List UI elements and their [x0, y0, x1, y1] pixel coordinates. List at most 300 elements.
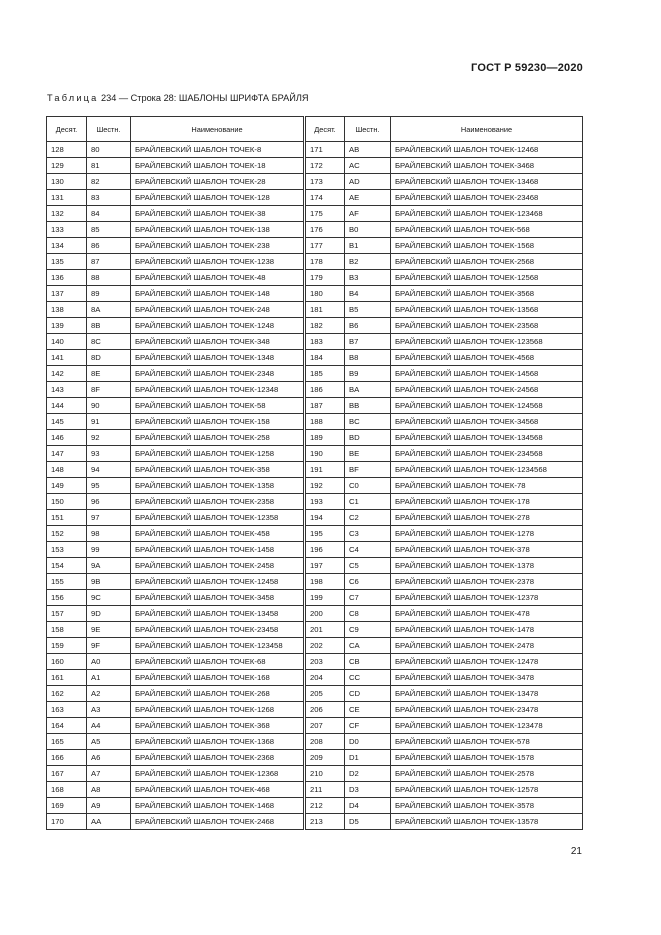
table-caption-text: 234 — Строка 28: ШАБЛОНЫ ШРИФТА БРАЙЛЯ [101, 93, 309, 103]
table-cell: 170 [47, 814, 87, 830]
table-cell: 159 [47, 638, 87, 654]
table-cell: БРАЙЛЕВСКИЙ ШАБЛОН ТОЧЕК-3578 [391, 798, 583, 814]
table-cell: БРАЙЛЕВСКИЙ ШАБЛОН ТОЧЕК-1258 [131, 446, 305, 462]
column-header: Десят. [47, 117, 87, 142]
table-cell: БРАЙЛЕВСКИЙ ШАБЛОН ТОЧЕК-2368 [131, 750, 305, 766]
table-cell: 164 [47, 718, 87, 734]
table-cell: БРАЙЛЕВСКИЙ ШАБЛОН ТОЧЕК-1578 [391, 750, 583, 766]
table-cell: D2 [345, 766, 391, 782]
table-cell: БРАЙЛЕВСКИЙ ШАБЛОН ТОЧЕК-13458 [131, 606, 305, 622]
table-cell: 8D [87, 350, 131, 366]
table-cell: 209 [305, 750, 345, 766]
table-cell: B2 [345, 254, 391, 270]
table-row [47, 510, 583, 526]
table-cell: C8 [345, 606, 391, 622]
table-cell: 160 [47, 654, 87, 670]
table-row [47, 478, 583, 494]
table-cell: БРАЙЛЕВСКИЙ ШАБЛОН ТОЧЕК-2458 [131, 558, 305, 574]
table-cell: БРАЙЛЕВСКИЙ ШАБЛОН ТОЧЕК-2358 [131, 494, 305, 510]
table-cell: БРАЙЛЕВСКИЙ ШАБЛОН ТОЧЕК-23478 [391, 702, 583, 718]
table-cell: БРАЙЛЕВСКИЙ ШАБЛОН ТОЧЕК-3468 [391, 158, 583, 174]
table-cell: 203 [305, 654, 345, 670]
table-cell: БРАЙЛЕВСКИЙ ШАБЛОН ТОЧЕК-38 [131, 206, 305, 222]
table-cell: 180 [305, 286, 345, 302]
table-cell: 155 [47, 574, 87, 590]
table-cell: C2 [345, 510, 391, 526]
table-cell: БРАЙЛЕВСКИЙ ШАБЛОН ТОЧЕК-138 [131, 222, 305, 238]
table-cell: AF [345, 206, 391, 222]
table-cell: 133 [47, 222, 87, 238]
table-cell: C0 [345, 478, 391, 494]
table-cell: A4 [87, 718, 131, 734]
table-cell: 81 [87, 158, 131, 174]
table-cell: БРАЙЛЕВСКИЙ ШАБЛОН ТОЧЕК-23568 [391, 318, 583, 334]
table-cell: 190 [305, 446, 345, 462]
table-cell: 185 [305, 366, 345, 382]
table-row [47, 590, 583, 606]
table-cell: 97 [87, 510, 131, 526]
table-cell: БРАЙЛЕВСКИЙ ШАБЛОН ТОЧЕК-368 [131, 718, 305, 734]
table-cell: БРАЙЛЕВСКИЙ ШАБЛОН ТОЧЕК-2478 [391, 638, 583, 654]
table-cell: A8 [87, 782, 131, 798]
table-row [47, 734, 583, 750]
table-cell: 146 [47, 430, 87, 446]
table-cell: 161 [47, 670, 87, 686]
table-cell: 9F [87, 638, 131, 654]
table-cell: 8C [87, 334, 131, 350]
table-cell: 83 [87, 190, 131, 206]
table-cell: 167 [47, 766, 87, 782]
table-cell: БРАЙЛЕВСКИЙ ШАБЛОН ТОЧЕК-3568 [391, 286, 583, 302]
table-cell: A6 [87, 750, 131, 766]
table-cell: БРАЙЛЕВСКИЙ ШАБЛОН ТОЧЕК-8 [131, 142, 305, 158]
table-row [47, 174, 583, 190]
table-cell: A5 [87, 734, 131, 750]
table-cell: 86 [87, 238, 131, 254]
table-cell: 85 [87, 222, 131, 238]
table-cell: 179 [305, 270, 345, 286]
table-cell: A3 [87, 702, 131, 718]
table-cell: 141 [47, 350, 87, 366]
table-cell: 91 [87, 414, 131, 430]
table-cell: БРАЙЛЕВСКИЙ ШАБЛОН ТОЧЕК-12478 [391, 654, 583, 670]
table-cell: БРАЙЛЕВСКИЙ ШАБЛОН ТОЧЕК-134568 [391, 430, 583, 446]
table-cell: 213 [305, 814, 345, 830]
table-cell: БРАЙЛЕВСКИЙ ШАБЛОН ТОЧЕК-2378 [391, 574, 583, 590]
table-cell: БРАЙЛЕВСКИЙ ШАБЛОН ТОЧЕК-14568 [391, 366, 583, 382]
table-cell: 177 [305, 238, 345, 254]
table-cell: 157 [47, 606, 87, 622]
table-cell: БРАЙЛЕВСКИЙ ШАБЛОН ТОЧЕК-12458 [131, 574, 305, 590]
table-cell: БРАЙЛЕВСКИЙ ШАБЛОН ТОЧЕК-158 [131, 414, 305, 430]
table-cell: 191 [305, 462, 345, 478]
table-cell: 188 [305, 414, 345, 430]
table-cell: 150 [47, 494, 87, 510]
table-cell: БРАЙЛЕВСКИЙ ШАБЛОН ТОЧЕК-13468 [391, 174, 583, 190]
table-row [47, 462, 583, 478]
table-row [47, 526, 583, 542]
table-row [47, 142, 583, 158]
table-cell: 136 [47, 270, 87, 286]
table-cell: БРАЙЛЕВСКИЙ ШАБЛОН ТОЧЕК-268 [131, 686, 305, 702]
table-cell: C7 [345, 590, 391, 606]
table-cell: БРАЙЛЕВСКИЙ ШАБЛОН ТОЧЕК-2468 [131, 814, 305, 830]
table-cell: 131 [47, 190, 87, 206]
table-cell: БРАЙЛЕВСКИЙ ШАБЛОН ТОЧЕК-68 [131, 654, 305, 670]
table-cell: БРАЙЛЕВСКИЙ ШАБЛОН ТОЧЕК-234568 [391, 446, 583, 462]
table-cell: БРАЙЛЕВСКИЙ ШАБЛОН ТОЧЕК-358 [131, 462, 305, 478]
table-cell: AC [345, 158, 391, 174]
table-cell: БРАЙЛЕВСКИЙ ШАБЛОН ТОЧЕК-124568 [391, 398, 583, 414]
table-row [47, 398, 583, 414]
table-cell: БРАЙЛЕВСКИЙ ШАБЛОН ТОЧЕК-123478 [391, 718, 583, 734]
table-row [47, 638, 583, 654]
table-cell: B5 [345, 302, 391, 318]
table-cell: B1 [345, 238, 391, 254]
table-cell: 8F [87, 382, 131, 398]
table-row [47, 766, 583, 782]
table-cell: 84 [87, 206, 131, 222]
table-cell: БРАЙЛЕВСКИЙ ШАБЛОН ТОЧЕК-34568 [391, 414, 583, 430]
table-cell: БРАЙЛЕВСКИЙ ШАБЛОН ТОЧЕК-458 [131, 526, 305, 542]
table-cell: БРАЙЛЕВСКИЙ ШАБЛОН ТОЧЕК-2578 [391, 766, 583, 782]
table-cell: B9 [345, 366, 391, 382]
table-cell: D3 [345, 782, 391, 798]
table-cell: 143 [47, 382, 87, 398]
table-cell: БРАЙЛЕВСКИЙ ШАБЛОН ТОЧЕК-1478 [391, 622, 583, 638]
table-row [47, 686, 583, 702]
table-cell: БРАЙЛЕВСКИЙ ШАБЛОН ТОЧЕК-178 [391, 494, 583, 510]
table-cell: 138 [47, 302, 87, 318]
table-row [47, 782, 583, 798]
table-cell: 184 [305, 350, 345, 366]
table-cell: 87 [87, 254, 131, 270]
table-cell: 9C [87, 590, 131, 606]
table-cell: 137 [47, 286, 87, 302]
table-cell: БРАЙЛЕВСКИЙ ШАБЛОН ТОЧЕК-1278 [391, 526, 583, 542]
table-cell: C9 [345, 622, 391, 638]
table-cell: AB [345, 142, 391, 158]
table-cell: 210 [305, 766, 345, 782]
table-cell: 130 [47, 174, 87, 190]
table-cell: 96 [87, 494, 131, 510]
table-cell: БРАЙЛЕВСКИЙ ШАБЛОН ТОЧЕК-3458 [131, 590, 305, 606]
table-cell: БРАЙЛЕВСКИЙ ШАБЛОН ТОЧЕК-12378 [391, 590, 583, 606]
table-cell: D1 [345, 750, 391, 766]
table-row [47, 446, 583, 462]
table-cell: 135 [47, 254, 87, 270]
table-cell: B4 [345, 286, 391, 302]
table-cell: БРАЙЛЕВСКИЙ ШАБЛОН ТОЧЕК-1568 [391, 238, 583, 254]
table-cell: БРАЙЛЕВСКИЙ ШАБЛОН ТОЧЕК-1238 [131, 254, 305, 270]
table-cell: 9B [87, 574, 131, 590]
table-cell: 8E [87, 366, 131, 382]
table-cell: БРАЙЛЕВСКИЙ ШАБЛОН ТОЧЕК-78 [391, 478, 583, 494]
table-cell: 197 [305, 558, 345, 574]
table-cell: БРАЙЛЕВСКИЙ ШАБЛОН ТОЧЕК-12368 [131, 766, 305, 782]
table-cell: БРАЙЛЕВСКИЙ ШАБЛОН ТОЧЕК-48 [131, 270, 305, 286]
table-cell: B3 [345, 270, 391, 286]
table-cell: 202 [305, 638, 345, 654]
table-cell: 192 [305, 478, 345, 494]
table-cell: 139 [47, 318, 87, 334]
table-cell: БРАЙЛЕВСКИЙ ШАБЛОН ТОЧЕК-238 [131, 238, 305, 254]
table-cell: 99 [87, 542, 131, 558]
table-cell: CA [345, 638, 391, 654]
table-cell: AA [87, 814, 131, 830]
table-cell: БРАЙЛЕВСКИЙ ШАБЛОН ТОЧЕК-123468 [391, 206, 583, 222]
table-cell: B6 [345, 318, 391, 334]
table-cell: 183 [305, 334, 345, 350]
table-cell: БРАЙЛЕВСКИЙ ШАБЛОН ТОЧЕК-478 [391, 606, 583, 622]
table-cell: 134 [47, 238, 87, 254]
table-cell: БРАЙЛЕВСКИЙ ШАБЛОН ТОЧЕК-1268 [131, 702, 305, 718]
table-cell: БРАЙЛЕВСКИЙ ШАБЛОН ТОЧЕК-468 [131, 782, 305, 798]
table-cell: БРАЙЛЕВСКИЙ ШАБЛОН ТОЧЕК-12348 [131, 382, 305, 398]
document-code: ГОСТ Р 59230—2020 [471, 62, 583, 74]
table-cell: D0 [345, 734, 391, 750]
table-cell: 158 [47, 622, 87, 638]
table-cell: БРАЙЛЕВСКИЙ ШАБЛОН ТОЧЕК-2348 [131, 366, 305, 382]
table-cell: BF [345, 462, 391, 478]
table-cell: 207 [305, 718, 345, 734]
table-cell: БРАЙЛЕВСКИЙ ШАБЛОН ТОЧЕК-378 [391, 542, 583, 558]
table-cell: БРАЙЛЕВСКИЙ ШАБЛОН ТОЧЕК-128 [131, 190, 305, 206]
column-header: Наименование [391, 117, 583, 142]
table-cell: 147 [47, 446, 87, 462]
table-row [47, 190, 583, 206]
table-cell: 9A [87, 558, 131, 574]
table-cell: 8A [87, 302, 131, 318]
table-cell: 128 [47, 142, 87, 158]
table-cell: 95 [87, 478, 131, 494]
table-row [47, 750, 583, 766]
column-header: Шестн. [345, 117, 391, 142]
table-cell: БРАЙЛЕВСКИЙ ШАБЛОН ТОЧЕК-4568 [391, 350, 583, 366]
table-row [47, 622, 583, 638]
table-cell: C6 [345, 574, 391, 590]
table-cell: B0 [345, 222, 391, 238]
table-cell: БРАЙЛЕВСКИЙ ШАБЛОН ТОЧЕК-13568 [391, 302, 583, 318]
table-cell: C4 [345, 542, 391, 558]
table-cell: 90 [87, 398, 131, 414]
table-cell: БРАЙЛЕВСКИЙ ШАБЛОН ТОЧЕК-2568 [391, 254, 583, 270]
table-cell: 182 [305, 318, 345, 334]
table-cell: BC [345, 414, 391, 430]
table-cell: БРАЙЛЕВСКИЙ ШАБЛОН ТОЧЕК-258 [131, 430, 305, 446]
table-cell: CE [345, 702, 391, 718]
table-cell: 140 [47, 334, 87, 350]
table-cell: 204 [305, 670, 345, 686]
table-cell: 145 [47, 414, 87, 430]
table-row [47, 382, 583, 398]
table-row [47, 430, 583, 446]
table-cell: 181 [305, 302, 345, 318]
table-cell: 168 [47, 782, 87, 798]
table-cell: 212 [305, 798, 345, 814]
table-cell: 92 [87, 430, 131, 446]
table-caption-label: Таблица [47, 93, 99, 103]
table-cell: 151 [47, 510, 87, 526]
table-cell: 200 [305, 606, 345, 622]
table-cell: CD [345, 686, 391, 702]
table-cell: 166 [47, 750, 87, 766]
table-cell: 206 [305, 702, 345, 718]
table-row [47, 270, 583, 286]
table-cell: 199 [305, 590, 345, 606]
table-row [47, 254, 583, 270]
table-row [47, 238, 583, 254]
table-row [47, 718, 583, 734]
table-cell: 194 [305, 510, 345, 526]
table-cell: БРАЙЛЕВСКИЙ ШАБЛОН ТОЧЕК-24568 [391, 382, 583, 398]
table-cell: 171 [305, 142, 345, 158]
table-cell: CC [345, 670, 391, 686]
table-cell: CB [345, 654, 391, 670]
table-cell: B7 [345, 334, 391, 350]
table-cell: 156 [47, 590, 87, 606]
table-cell: BB [345, 398, 391, 414]
column-header: Шестн. [87, 117, 131, 142]
table-cell: 93 [87, 446, 131, 462]
table-cell: 88 [87, 270, 131, 286]
table-cell: БРАЙЛЕВСКИЙ ШАБЛОН ТОЧЕК-28 [131, 174, 305, 190]
table-cell: 149 [47, 478, 87, 494]
table-row [47, 702, 583, 718]
table-cell: БРАЙЛЕВСКИЙ ШАБЛОН ТОЧЕК-348 [131, 334, 305, 350]
table-cell: БРАЙЛЕВСКИЙ ШАБЛОН ТОЧЕК-18 [131, 158, 305, 174]
table-cell: БРАЙЛЕВСКИЙ ШАБЛОН ТОЧЕК-1458 [131, 542, 305, 558]
table-row [47, 670, 583, 686]
table-row [47, 350, 583, 366]
table-cell: 205 [305, 686, 345, 702]
table-row [47, 366, 583, 382]
table-row [47, 302, 583, 318]
table-cell: БРАЙЛЕВСКИЙ ШАБЛОН ТОЧЕК-12568 [391, 270, 583, 286]
table-cell: 175 [305, 206, 345, 222]
table-cell: A0 [87, 654, 131, 670]
page-number: 21 [570, 846, 582, 857]
table-cell: A1 [87, 670, 131, 686]
table-cell: BD [345, 430, 391, 446]
table-row [47, 158, 583, 174]
table-row [47, 334, 583, 350]
table-cell: БРАЙЛЕВСКИЙ ШАБЛОН ТОЧЕК-1468 [131, 798, 305, 814]
table-cell: 174 [305, 190, 345, 206]
table-cell: BA [345, 382, 391, 398]
table-cell: C3 [345, 526, 391, 542]
table-cell: 9D [87, 606, 131, 622]
table-cell: 187 [305, 398, 345, 414]
table-cell: БРАЙЛЕВСКИЙ ШАБЛОН ТОЧЕК-248 [131, 302, 305, 318]
table-row [47, 606, 583, 622]
table-cell: БРАЙЛЕВСКИЙ ШАБЛОН ТОЧЕК-123568 [391, 334, 583, 350]
table-cell: C1 [345, 494, 391, 510]
table-cell: 153 [47, 542, 87, 558]
table-cell: 208 [305, 734, 345, 750]
table-cell: CF [345, 718, 391, 734]
table-cell: 144 [47, 398, 87, 414]
table-cell: БРАЙЛЕВСКИЙ ШАБЛОН ТОЧЕК-123458 [131, 638, 305, 654]
table-cell: 172 [305, 158, 345, 174]
table-row [47, 414, 583, 430]
column-header: Наименование [131, 117, 305, 142]
table-cell: БРАЙЛЕВСКИЙ ШАБЛОН ТОЧЕК-1358 [131, 478, 305, 494]
table-cell: 8B [87, 318, 131, 334]
braille-patterns-table [46, 116, 583, 830]
table-cell: БРАЙЛЕВСКИЙ ШАБЛОН ТОЧЕК-278 [391, 510, 583, 526]
table-cell: 165 [47, 734, 87, 750]
table-cell: AE [345, 190, 391, 206]
table-row [47, 574, 583, 590]
table-cell: 163 [47, 702, 87, 718]
table-cell: БРАЙЛЕВСКИЙ ШАБЛОН ТОЧЕК-1368 [131, 734, 305, 750]
table-cell: БРАЙЛЕВСКИЙ ШАБЛОН ТОЧЕК-12468 [391, 142, 583, 158]
table-cell: БРАЙЛЕВСКИЙ ШАБЛОН ТОЧЕК-58 [131, 398, 305, 414]
table-cell: БРАЙЛЕВСКИЙ ШАБЛОН ТОЧЕК-3478 [391, 670, 583, 686]
table-caption [47, 93, 309, 103]
table-row [47, 206, 583, 222]
table-cell: 142 [47, 366, 87, 382]
table-cell: 154 [47, 558, 87, 574]
table-cell: D4 [345, 798, 391, 814]
table-cell: BE [345, 446, 391, 462]
table-cell: 129 [47, 158, 87, 174]
table-cell: A9 [87, 798, 131, 814]
table-cell: 195 [305, 526, 345, 542]
table-row [47, 654, 583, 670]
table-cell: AD [345, 174, 391, 190]
table-cell: БРАЙЛЕВСКИЙ ШАБЛОН ТОЧЕК-1234568 [391, 462, 583, 478]
table-cell: 80 [87, 142, 131, 158]
table-body [47, 142, 583, 830]
table-cell: 89 [87, 286, 131, 302]
table-cell: A7 [87, 766, 131, 782]
table-cell: 201 [305, 622, 345, 638]
table-cell: 211 [305, 782, 345, 798]
table-row [47, 222, 583, 238]
table-row [47, 542, 583, 558]
table-cell: 186 [305, 382, 345, 398]
table-cell: 98 [87, 526, 131, 542]
table-row [47, 798, 583, 814]
table-cell: 9E [87, 622, 131, 638]
table-cell: 173 [305, 174, 345, 190]
table-cell: B8 [345, 350, 391, 366]
table-cell: БРАЙЛЕВСКИЙ ШАБЛОН ТОЧЕК-23458 [131, 622, 305, 638]
table-cell: БРАЙЛЕВСКИЙ ШАБЛОН ТОЧЕК-148 [131, 286, 305, 302]
table-cell: 132 [47, 206, 87, 222]
table-cell: 189 [305, 430, 345, 446]
table-cell: БРАЙЛЕВСКИЙ ШАБЛОН ТОЧЕК-1248 [131, 318, 305, 334]
table-row [47, 494, 583, 510]
table-cell: 169 [47, 798, 87, 814]
table-row [47, 558, 583, 574]
table-cell: БРАЙЛЕВСКИЙ ШАБЛОН ТОЧЕК-168 [131, 670, 305, 686]
column-header: Десят. [305, 117, 345, 142]
table-cell: БРАЙЛЕВСКИЙ ШАБЛОН ТОЧЕК-1348 [131, 350, 305, 366]
table-cell: БРАЙЛЕВСКИЙ ШАБЛОН ТОЧЕК-568 [391, 222, 583, 238]
table-cell: 196 [305, 542, 345, 558]
table-cell: 193 [305, 494, 345, 510]
table-cell: БРАЙЛЕВСКИЙ ШАБЛОН ТОЧЕК-23468 [391, 190, 583, 206]
table-header-row [47, 117, 583, 142]
table-cell: 94 [87, 462, 131, 478]
table-row [47, 814, 583, 830]
table-row [47, 286, 583, 302]
table-cell: A2 [87, 686, 131, 702]
table-cell: БРАЙЛЕВСКИЙ ШАБЛОН ТОЧЕК-12578 [391, 782, 583, 798]
